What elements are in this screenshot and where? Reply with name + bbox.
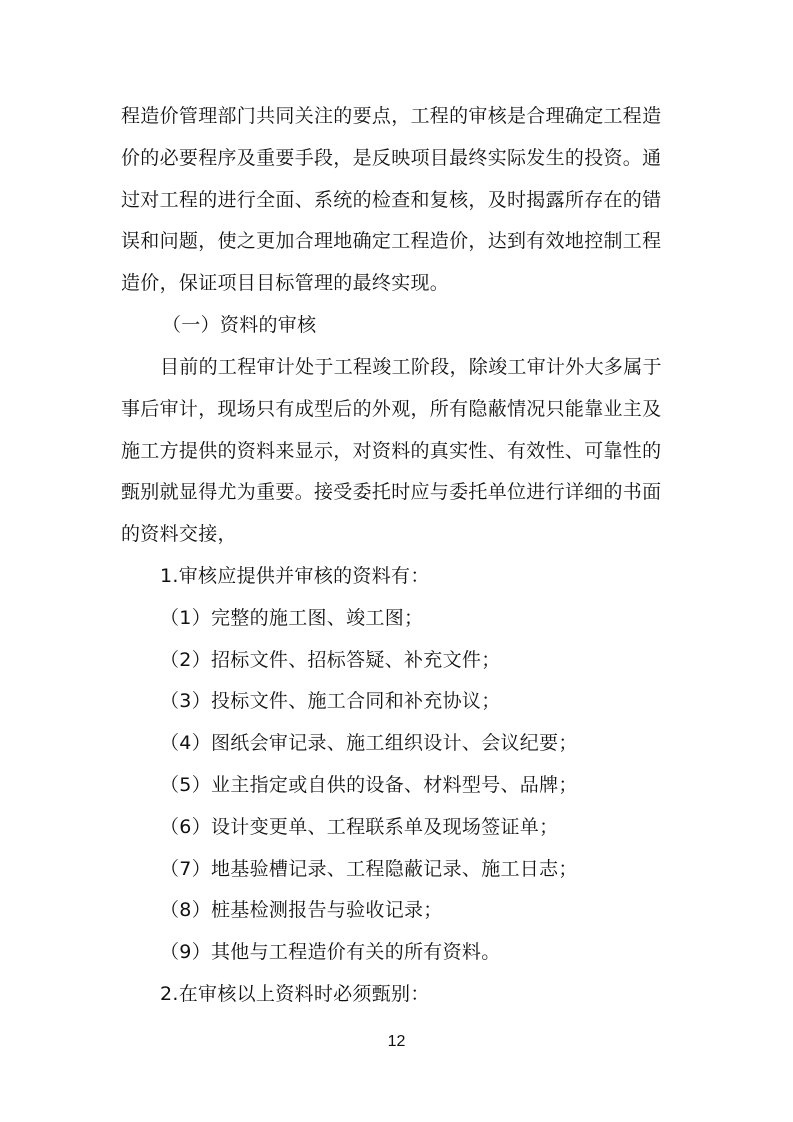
- list-item: （7）地基验槽记录、工程隐蔽记录、施工日志；: [160, 857, 578, 880]
- list-item: （3）投标文件、施工合同和补充协议；: [160, 690, 501, 713]
- page-number: 12: [387, 1033, 406, 1050]
- list-item: （4）图纸会审记录、施工组织设计、会议纪要；: [160, 732, 578, 755]
- paragraph-1-line-3: 过对工程的进行全面、系统的检查和复核，及时揭露所存在的错: [121, 188, 662, 211]
- paragraph-2-line-3: 施工方提供的资料来显示，对资料的真实性、有效性、可靠性的: [121, 439, 662, 462]
- list-item: （6）设计变更单、工程联系单及现场签证单；: [160, 815, 559, 838]
- list-item: （1）完整的施工图、竣工图；: [160, 606, 424, 629]
- list-item: （2）招标文件、招标答疑、补充文件；: [160, 648, 501, 671]
- paragraph-2-line-1: 目前的工程审计处于工程竣工阶段，除竣工审计外大多属于: [160, 355, 662, 378]
- paragraph-2-line-4: 甄别就显得尤为重要。接受委托时应与委托单位进行详细的书面: [121, 481, 662, 504]
- paragraph-1-line-2: 价的必要程序及重要手段，是反映项目最终实际发生的投资。通: [121, 146, 662, 169]
- list-item: （8）桩基检测报告与验收记录；: [160, 899, 443, 922]
- paragraph-1-line-4: 误和问题，使之更加合理地确定工程造价，达到有效地控制工程: [121, 230, 662, 253]
- paragraph-1-line-1: 程造价管理部门共同关注的要点，工程的审核是合理确定工程造: [121, 105, 662, 127]
- paragraph-1-line-5: 造价，保证项目目标管理的最终实现。: [121, 272, 450, 295]
- paragraph-2-line-5: 的资料交接，: [121, 523, 237, 546]
- subheading-2: 2.在审核以上资料时必须甄别：: [160, 983, 430, 1005]
- subheading-1: 1.审核应提供并审核的资料有：: [160, 564, 430, 587]
- list-item: （5）业主指定或自供的设备、材料型号、品牌；: [160, 774, 578, 796]
- list-item: （9）其他与工程造价有关的所有资料。: [160, 941, 501, 964]
- paragraph-2-line-2: 事后审计，现场只有成型后的外观，所有隐蔽情况只能靠业主及: [121, 397, 662, 420]
- section-heading: （一）资料的审核: [162, 314, 317, 336]
